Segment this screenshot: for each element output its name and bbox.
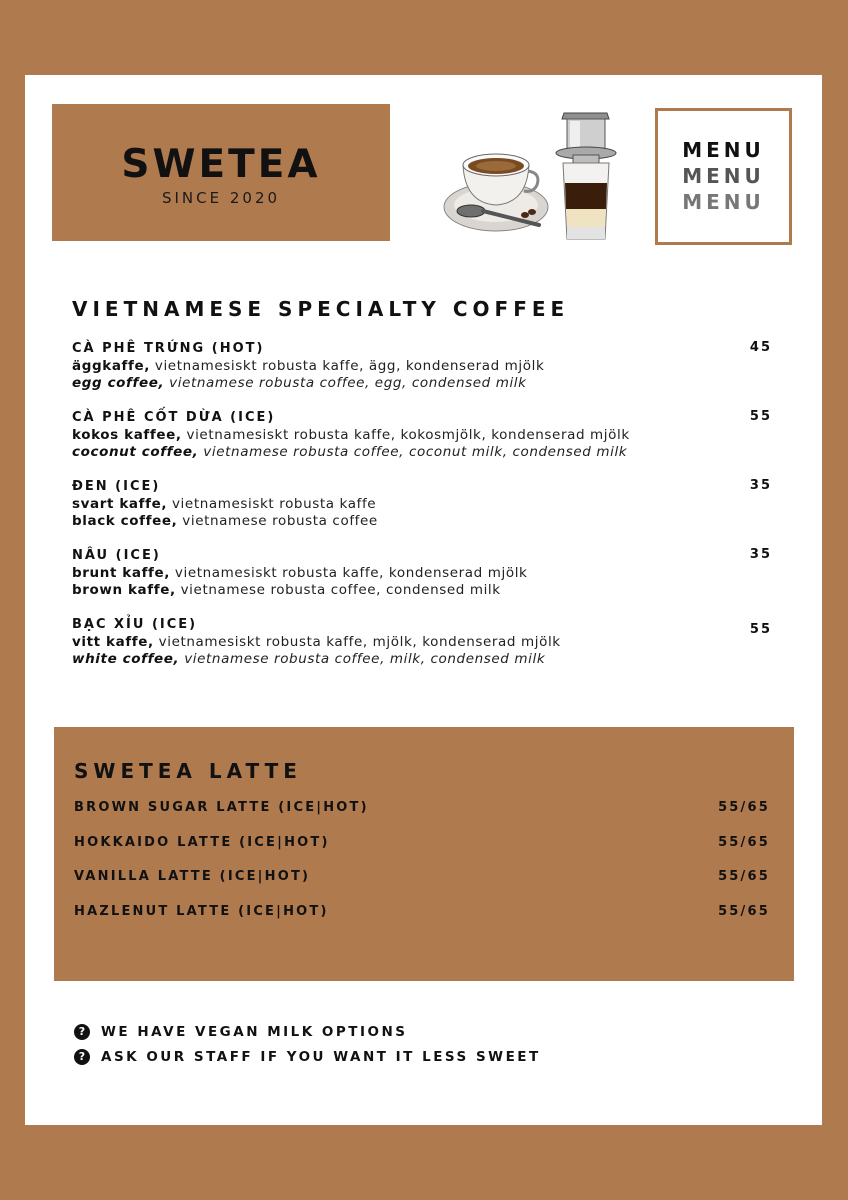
item-description-sv: vitt kaffe, vietnamesiskt robusta kaffe, mjölk, kondenserad mjölk	[72, 634, 561, 650]
item-description-sv: svart kaffe, vietnamesiskt robusta kaffe	[72, 496, 377, 512]
latte-item-price: 55/65	[718, 903, 770, 919]
item-name: CÀ PHÊ CỐT DỪA (ICE)	[72, 410, 276, 425]
item-description-en: brown kaffe, vietnamese robusta coffee, condensed milk	[72, 582, 501, 598]
brand-since: SINCE 2020	[161, 189, 281, 207]
latte-item	[74, 835, 770, 870]
menu-sheet	[25, 75, 822, 1125]
item-price: 55	[749, 622, 772, 637]
item-description-sv: äggkaffe, vietnamesiskt robusta kaffe, ägg, kondenserad mjölk	[72, 358, 545, 374]
menu-item	[72, 340, 772, 409]
brand-name: SWETEA	[121, 142, 321, 187]
note-less-sweet	[74, 1044, 541, 1069]
notes	[74, 1019, 541, 1069]
item-name: CÀ PHÊ TRỨNG (HOT)	[72, 341, 265, 356]
item-description-en: white coffee, vietnamese robusta coffee, milk, condensed milk	[72, 651, 546, 667]
latte-section	[54, 727, 794, 981]
item-description-en: egg coffee, vietnamese robusta coffee, egg, condensed milk	[72, 375, 527, 391]
question-circle-icon: ?	[74, 1024, 90, 1040]
latte-item	[74, 904, 770, 939]
item-description-en: coconut coffee, vietnamese robusta coffee, coconut milk, condensed milk	[72, 444, 628, 460]
item-name: BẠC XỈU (ICE)	[72, 617, 198, 632]
latte-item	[74, 869, 770, 904]
item-description-en: black coffee, vietnamese robusta coffee	[72, 513, 378, 529]
item-description-sv: kokos kaffee, vietnamesiskt robusta kaffe, kokosmjölk, kondenserad mjölk	[72, 427, 630, 443]
item-price: 55	[749, 409, 772, 424]
vietnamese-coffee-illustration	[441, 105, 631, 245]
item-price: 35	[749, 478, 772, 493]
latte-list	[74, 800, 770, 938]
latte-item-name: HAZLENUT LATTE (ICE|HOT)	[74, 903, 329, 919]
latte-item-name: VANILLA LATTE (ICE|HOT)	[74, 869, 311, 884]
menu-item	[72, 547, 772, 616]
item-name: ĐEN (ICE)	[72, 479, 161, 494]
latte-item-price: 55/65	[718, 869, 770, 884]
specialty-section-title: VIETNAMESE SPECIALTY COFFEE	[72, 297, 570, 321]
question-circle-icon: ?	[74, 1049, 90, 1065]
note-text: ASK OUR STAFF IF YOU WANT IT LESS SWEET	[101, 1048, 541, 1065]
latte-item	[74, 800, 770, 835]
item-price: 35	[749, 547, 772, 562]
latte-item-price: 55/65	[718, 834, 770, 850]
latte-section-title: SWETEA LATTE	[74, 759, 302, 783]
latte-item-name: BROWN SUGAR LATTE (ICE|HOT)	[74, 800, 369, 815]
item-name: NÂU (ICE)	[72, 548, 161, 563]
note-vegan	[74, 1019, 541, 1044]
item-price: 45	[749, 340, 772, 355]
menu-badge-word: MENU	[682, 164, 765, 188]
menu-item	[72, 478, 772, 547]
menu-badge-word: MENU	[682, 138, 765, 162]
menu-item	[72, 616, 772, 685]
latte-item-name: HOKKAIDO LATTE (ICE|HOT)	[74, 834, 330, 850]
latte-item-price: 55/65	[718, 800, 770, 815]
menu-badge	[655, 108, 792, 245]
brand-block	[52, 104, 390, 241]
menu-badge-word: MENU	[682, 190, 765, 214]
specialty-list	[72, 340, 772, 685]
item-description-sv: brunt kaffe, vietnamesiskt robusta kaffe, kondenserad mjölk	[72, 565, 528, 581]
note-text: WE HAVE VEGAN MILK OPTIONS	[101, 1023, 408, 1040]
menu-item	[72, 409, 772, 478]
